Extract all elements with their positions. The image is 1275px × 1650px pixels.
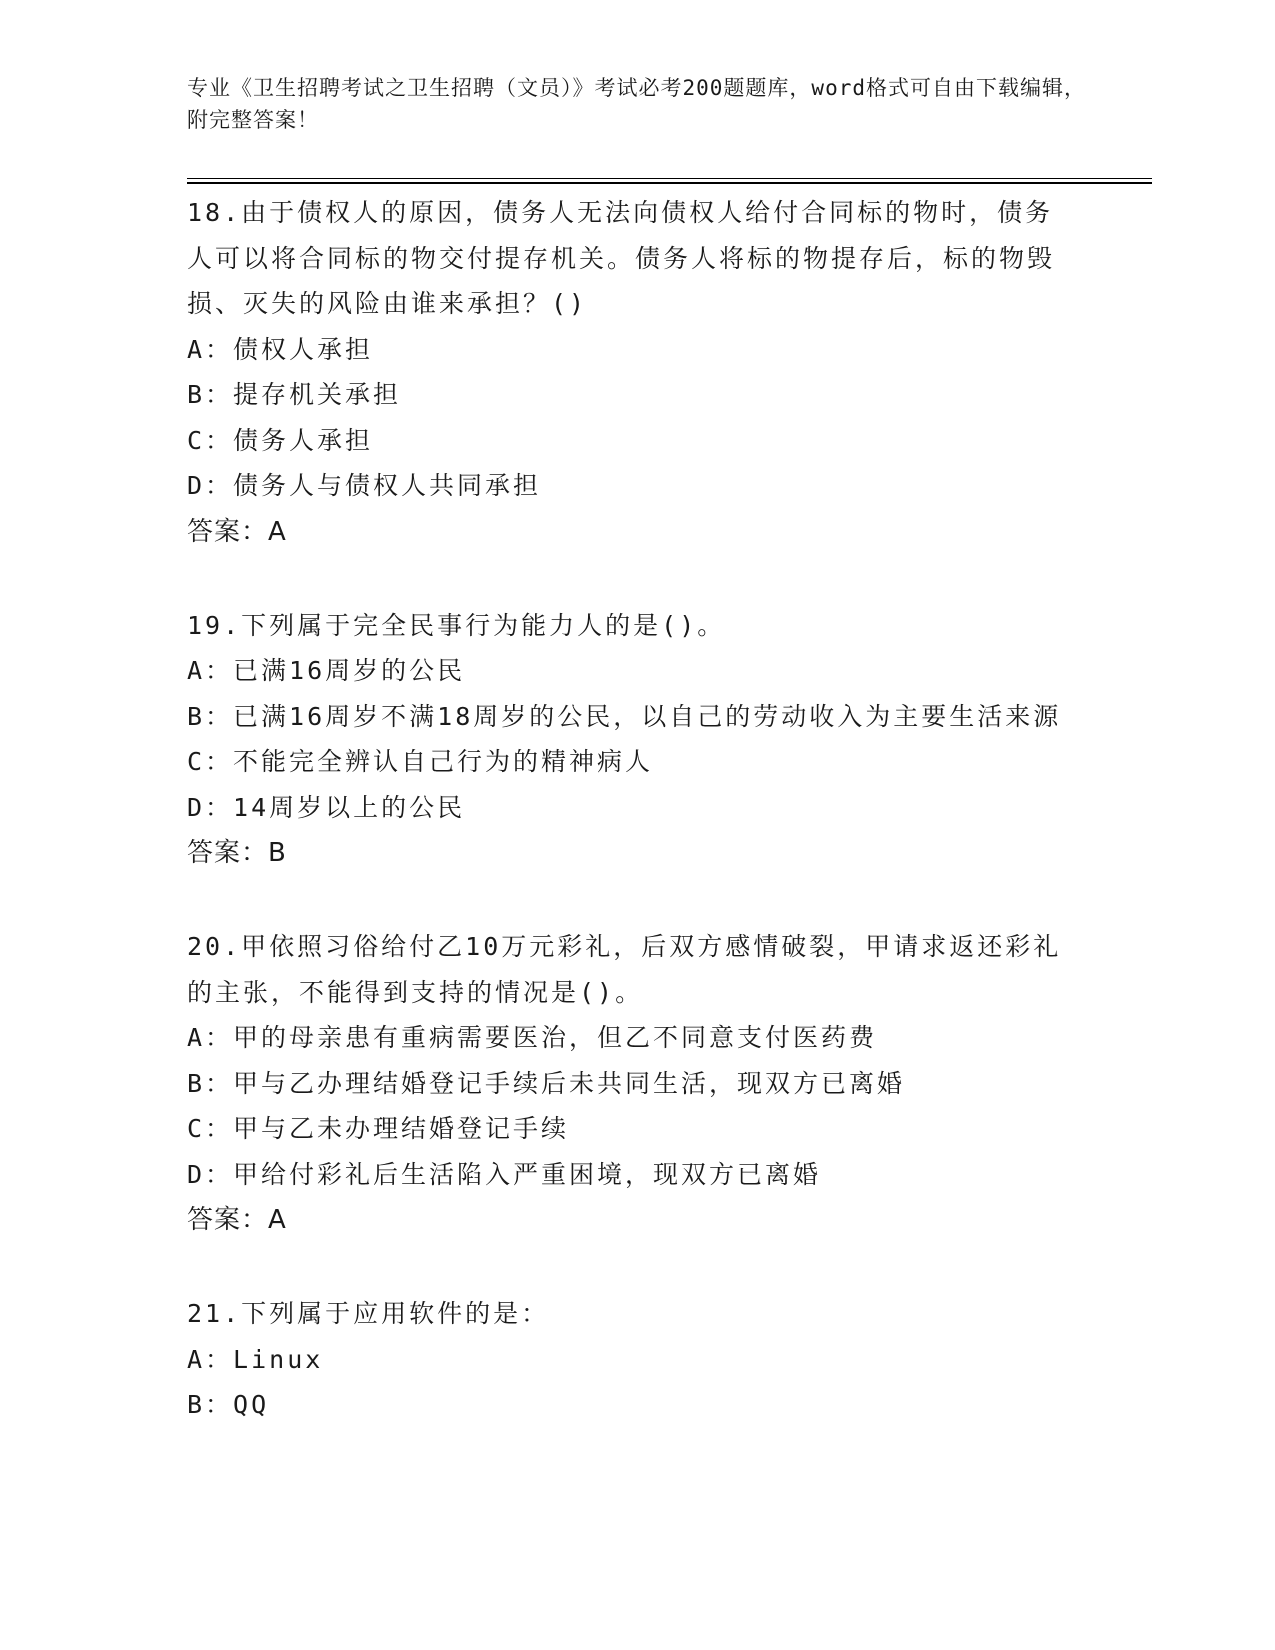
question-text: 19.下列属于完全民事行为能力人的是()。 xyxy=(187,610,726,640)
option-b: B：已满16周岁不满18周岁的公民，以自己的劳动收入为主要生活来源 xyxy=(187,701,1062,731)
option-c: C：甲与乙未办理结婚登记手续 xyxy=(187,1114,570,1143)
question-text: 18.由于债权人的原因，债务人无法向债权人给付合同标的物时，债务人可以将合同标的物交付提存机关。债务人将标的物提存后，标的物毁损、灭失的风险由谁来承担？() xyxy=(187,198,1056,318)
option-a: A：甲的母亲患有重病需要医治，但乙不同意支付医药费 xyxy=(187,1023,878,1052)
option-d: D：债务人与债权人共同承担 xyxy=(187,471,542,500)
option-d: D：甲给付彩礼后生活陷入严重困境，现双方已离婚 xyxy=(187,1159,822,1189)
answer: 答案：A xyxy=(187,1205,287,1235)
option-a: A：已满16周岁的公民 xyxy=(187,656,466,685)
answer: 答案：B xyxy=(187,838,287,868)
option-c: C：不能完全辨认自己行为的精神病人 xyxy=(187,747,654,776)
header-divider-thin xyxy=(187,178,1152,179)
option-b: B：甲与乙办理结婚登记手续后未共同生活，现双方已离婚 xyxy=(187,1068,906,1098)
document-header: 专业《卫生招聘考试之卫生招聘（文员）》考试必考200题题库，word格式可自由下载编辑，附完整答案！ xyxy=(187,76,1086,132)
question-20 xyxy=(187,924,1067,1243)
header-divider-thick xyxy=(187,182,1152,184)
question-19 xyxy=(187,603,1067,877)
question-18 xyxy=(187,190,1067,555)
question-text: 21.下列属于应用软件的是： xyxy=(187,1299,550,1328)
question-text: 20.甲依照习俗给付乙10万元彩礼，后双方感情破裂，甲请求返还彩礼的主张，不能得到支持的情况是()。 xyxy=(187,932,1062,1007)
question-list xyxy=(187,190,1067,1476)
option-b: B：提存机关承担 xyxy=(187,380,402,409)
answer: 答案：A xyxy=(187,516,287,547)
question-21 xyxy=(187,1291,1067,1428)
option-b: B：QQ xyxy=(187,1390,270,1419)
option-d: D：14周岁以上的公民 xyxy=(187,792,466,822)
option-a: A：债权人承担 xyxy=(187,334,374,364)
option-a: A：Linux xyxy=(187,1344,324,1374)
option-c: C：债务人承担 xyxy=(187,425,374,455)
